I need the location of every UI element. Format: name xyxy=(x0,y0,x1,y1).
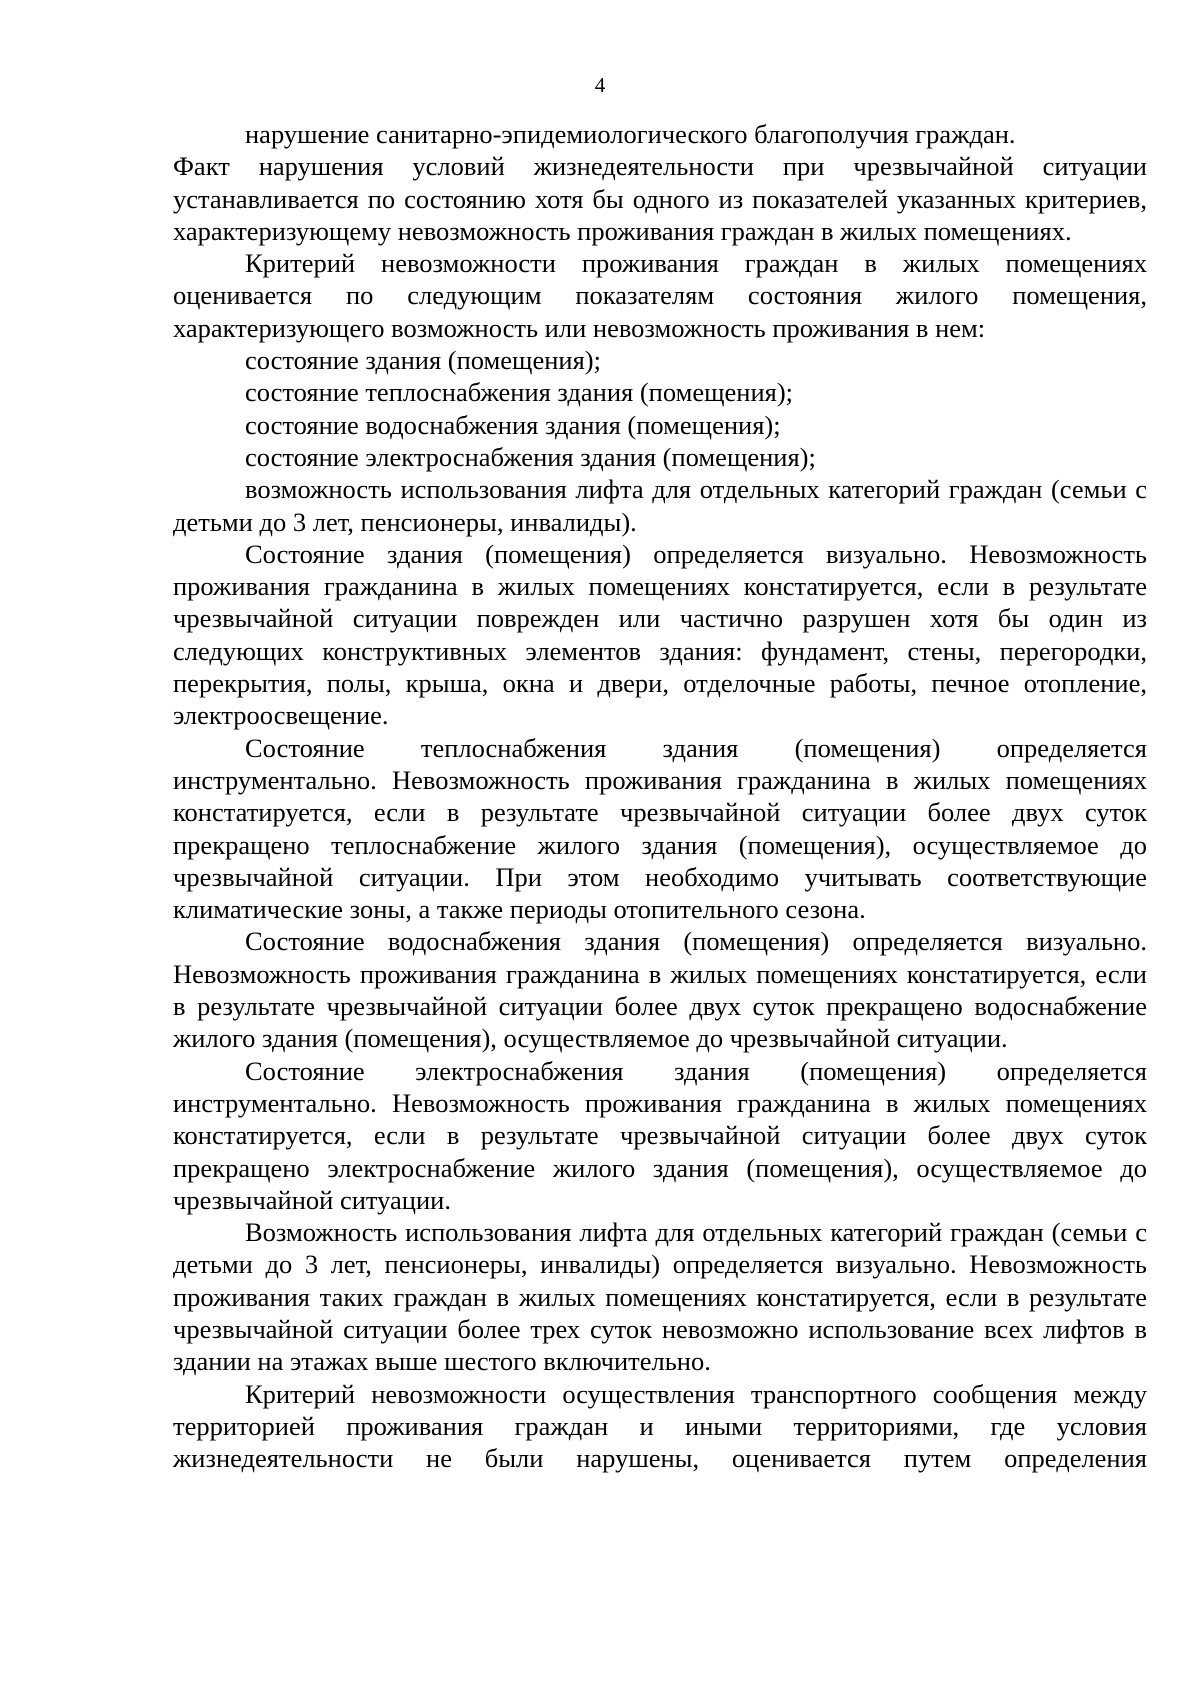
paragraph: Состояние водоснабжения здания (помещения) определяется визуально. Невозможность проживания гражданина в жилых помещениях констатируется, если в результате чрезвычайной ситуации более двух суток прекращено водоснабжение жилого здания (помещения), осуществляемое до чрезвычайной ситуации. xyxy=(173,926,1147,1054)
paragraph: Состояние электроснабжения здания (помещения) определяется инструментально. Невозможность проживания гражданина в жилых помещениях констатируется, если в результате чрезвычайной ситуации более двух суток прекращено электроснабжение жилого здания (помещения), осуществляемое до чрезвычайной ситуации. xyxy=(173,1055,1147,1215)
list-item: состояние водоснабжения здания (помещения); xyxy=(245,409,781,440)
list-item: состояние теплоснабжения здания (помещения); xyxy=(245,377,794,408)
list-item: возможность использования лифта для отдельных категорий граждан (семьи с детьми до 3 лет, пенсионеры, инвалиды). xyxy=(173,474,1147,537)
paragraph: Возможность использования лифта для отдельных категорий граждан (семьи с детьми до 3 лет, пенсионеры, инвалиды) определяется визуально. Невозможность проживания таких граждан в жилых помещениях констатируется, если в результате чрезвычайной ситуации более трех суток невозможно использование всех лифтов в здании на этажах выше шестого включительно. xyxy=(173,1217,1147,1377)
paragraph: нарушение санитарно-эпидемиологического благополучия граждан. xyxy=(245,119,1016,149)
paragraph: Состояние теплоснабжения здания (помещения) определяется инструментально. Невозможность проживания гражданина в жилых помещениях констатируется, если в результате чрезвычайной ситуации более двух суток прекращено теплоснабжение жилого здания (помещения), осуществляемое до чрезвычайной ситуации. При этом необходимо учитывать соответствующие климатические зоны, а также периоды отопительного сезона. xyxy=(173,732,1147,925)
list-item: состояние здания (помещения); xyxy=(245,345,601,376)
paragraph: Критерий невозможности осуществления транспортного сообщения между территорией проживания граждан и иными территориями, где условия жизнедеятельности не были нарушены, оценивается путем определения xyxy=(173,1378,1147,1474)
paragraph: Факт нарушения условий жизнедеятельности при чрезвычайной ситуации устанавливается по состоянию хотя бы одного из показателей указанных критериев, характеризующему невозможность проживания граждан в жилых помещениях. xyxy=(173,151,1147,246)
list-item: состояние электроснабжения здания (помещения); xyxy=(245,441,816,472)
document-body xyxy=(173,118,1147,1474)
paragraph: Критерий невозможности проживания граждан в жилых помещениях оценивается по следующим показателям состояния жилого помещения, характеризующего возможность или невозможность проживания в нем: xyxy=(173,248,1147,343)
paragraph: Состояние здания (помещения) определяется визуально. Невозможность проживания гражданина в жилых помещениях констатируется, если в результате чрезвычайной ситуации поврежден или частично разрушен хотя бы один из следующих конструктивных элементов здания: фундамент, стены, перегородки, перекрытия, полы, крыша, окна и двери, отделочные работы, печное отопление, электроосвещение. xyxy=(173,538,1147,731)
page-number: 4 xyxy=(594,73,606,97)
